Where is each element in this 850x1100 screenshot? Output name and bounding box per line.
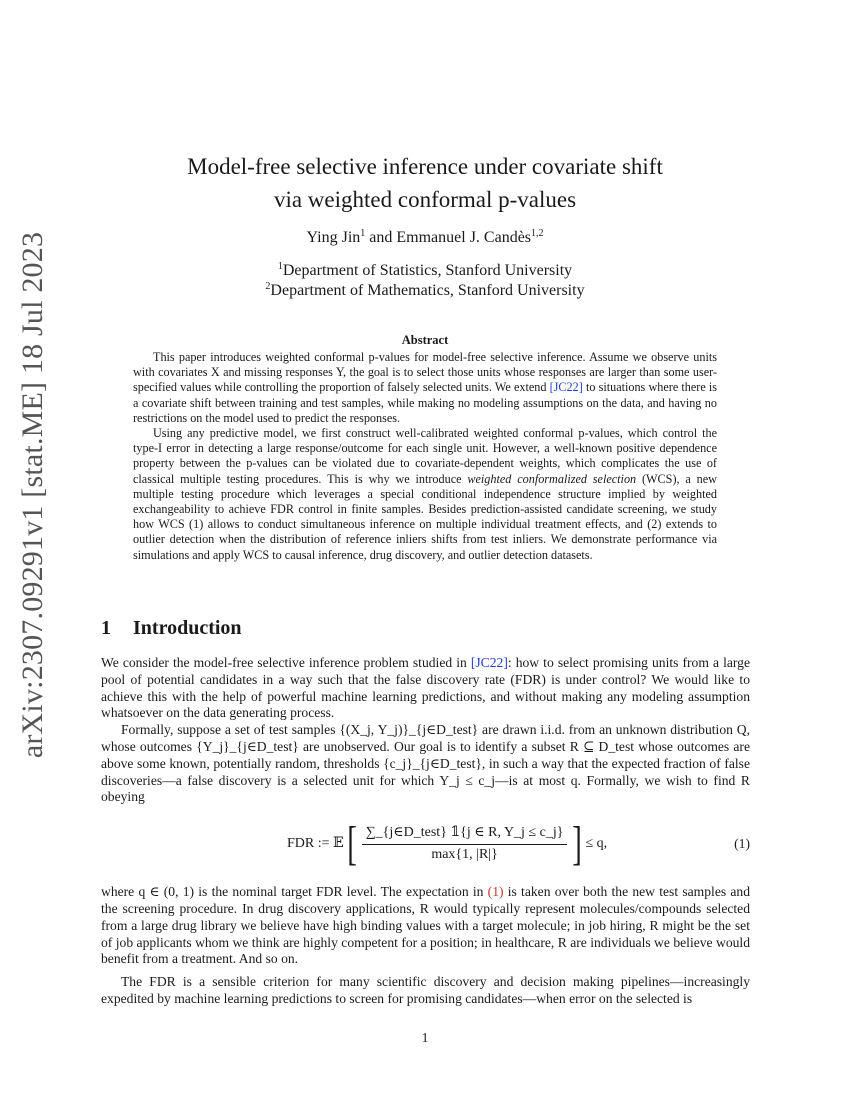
abstract-paragraph <box>133 426 717 563</box>
title-line-2: via weighted conformal p-values <box>273 187 577 212</box>
abstract-text: to situations where there is a covariate shift between training and test samples, while making no modeling assumptions on the data, and having no restrictions on the model used to predict the responses. <box>133 380 718 425</box>
fdr-equation <box>101 812 750 878</box>
body-text: is taken over both the new test samples and the screening procedure. In drug discovery applications, R would typically represent molecules/compounds selected from a large drug library we believe have high binding values with a target molecule; in job hiring, R might be the set of job applicants whom we think are highly competent for a position; in healthcare, R are individuals we believe would benefit from a treatment. And so on. <box>101 884 750 967</box>
abstract-paragraph <box>133 350 717 426</box>
arxiv-identifier: arXiv:2307.09291v1 [stat.ME] 18 Jul 2023 <box>16 231 49 759</box>
affiliation-mark: 1 <box>277 261 283 272</box>
equation-body <box>287 814 607 874</box>
right-bracket-icon: ] <box>572 817 583 871</box>
intro-paragraph: The FDR is a sensible criterion for many scientific discovery and decision making pipelines—increasingly expedited by machine learning predictions to screen for promising candidates—when error on the selected is <box>101 974 750 1006</box>
intro-body <box>101 655 750 1008</box>
affiliation-name: Department of Statistics, Stanford University <box>282 262 573 279</box>
left-bracket-icon: [ <box>346 817 357 871</box>
equation-number: (1) <box>734 836 750 852</box>
body-text: : how to select promising units from a large pool of potential candidates in a way such that the false discovery rate (FDR) is under control? We would like to achieve this with the help of powerful machine learning predictions, and without making any modeling assumption whatsoever on the data generating process. <box>101 655 751 721</box>
citation-link[interactable]: [JC22] <box>470 655 508 670</box>
abstract-body <box>133 350 717 563</box>
body-text: where q ∈ (0, 1) is the nominal target FDR level. The expectation in <box>101 884 488 900</box>
affiliation-name: Department of Mathematics, Stanford University <box>270 282 585 299</box>
intro-paragraph: Formally, suppose a set of test samples {(X_j, Y_j)}_{j∈D_test} are drawn i.i.d. from an unknown distribution Q, whose outcomes {Y_j}_{j∈D_test} are unobserved. Our goal is to identify a subset R ⊆ D_test whose outcomes are above some known, potentially random, thresholds {c_j}_{j∈D_test}, in such a way that the expected fraction of false discoveries—a false discovery is a selected unit for which Y_j ≤ c_j—is at most q. Formally, we wish to find R obeying <box>101 722 750 805</box>
abstract-text: Using any predictive model, we first construct well-calibrated weighted conformal p-values, which control the type-I error in detecting a large response/outcome for each single unit. However, a well-known positive dependence property between the p-values can be violated due to covariate-dependent weights, which complicates the use of classical multiple testing procedures. This is why we introduce <box>133 426 717 486</box>
title-line-1: Model-free selective inference under covariate shift <box>187 154 663 179</box>
equation-numerator: ∑_{j∈D_test} 𝟙{j ∈ R, Y_j ≤ c_j} <box>362 825 568 845</box>
affiliation-list <box>110 261 740 301</box>
intro-paragraph <box>101 655 750 722</box>
author-connector: and <box>365 229 397 246</box>
author-name: Emmanuel J. Candès <box>396 229 532 246</box>
emphasis-text: weighted conformalized selection <box>467 471 637 486</box>
equation-lhs: FDR := 𝔼 <box>287 835 344 851</box>
body-text: We consider the model-free selective inference problem studied in <box>101 655 471 670</box>
section-number: 1 <box>101 617 111 639</box>
equation-ref-link[interactable]: (1) <box>487 884 504 900</box>
author-affiliation-mark: 1,2 <box>531 228 544 239</box>
author-list <box>110 229 740 247</box>
equation-rhs: ≤ q, <box>585 835 608 851</box>
abstract-text: This paper introduces weighted conformal p-values for model-free selective inference. Assume we observe units with covariates X and missing responses Y, the goal is to select those units whose responses are larger than some user-specified values while controlling the proportion of falsely selected units. We extend <box>133 350 717 395</box>
section-heading <box>101 617 751 640</box>
author-affiliation-mark: 1 <box>360 228 366 239</box>
citation-link[interactable]: [JC22] <box>549 380 583 395</box>
section-title: Introduction <box>133 617 242 639</box>
intro-paragraph <box>101 884 750 968</box>
equation-denominator: max{1, |R|} <box>431 846 498 862</box>
abstract-text: (WCS), a new multiple testing procedure which leverages a special conditional independence structure implied by weighted exchangeability to achieve FDR control in finite samples. Besides prediction-assisted candidate screening, we study how WCS (1) allows to conduct simultaneous inference on multiple individual treatment effects, and (2) extends to outlier detection when the distribution of reference inliers shifts from test inliers. We demonstrate performance via simulations and apply WCS to causal inference, drug discovery, and outlier detection datasets. <box>133 471 717 562</box>
page-number: 1 <box>421 1030 429 1045</box>
affiliation <box>110 261 740 281</box>
author-name: Ying Jin <box>306 229 361 246</box>
affiliation-mark: 2 <box>265 281 271 292</box>
arxiv-identifier-sidebar <box>4 231 62 759</box>
abstract-heading: Abstract <box>401 333 449 347</box>
equation-fraction <box>362 825 568 864</box>
affiliation <box>110 281 740 301</box>
paper-title <box>110 150 740 216</box>
